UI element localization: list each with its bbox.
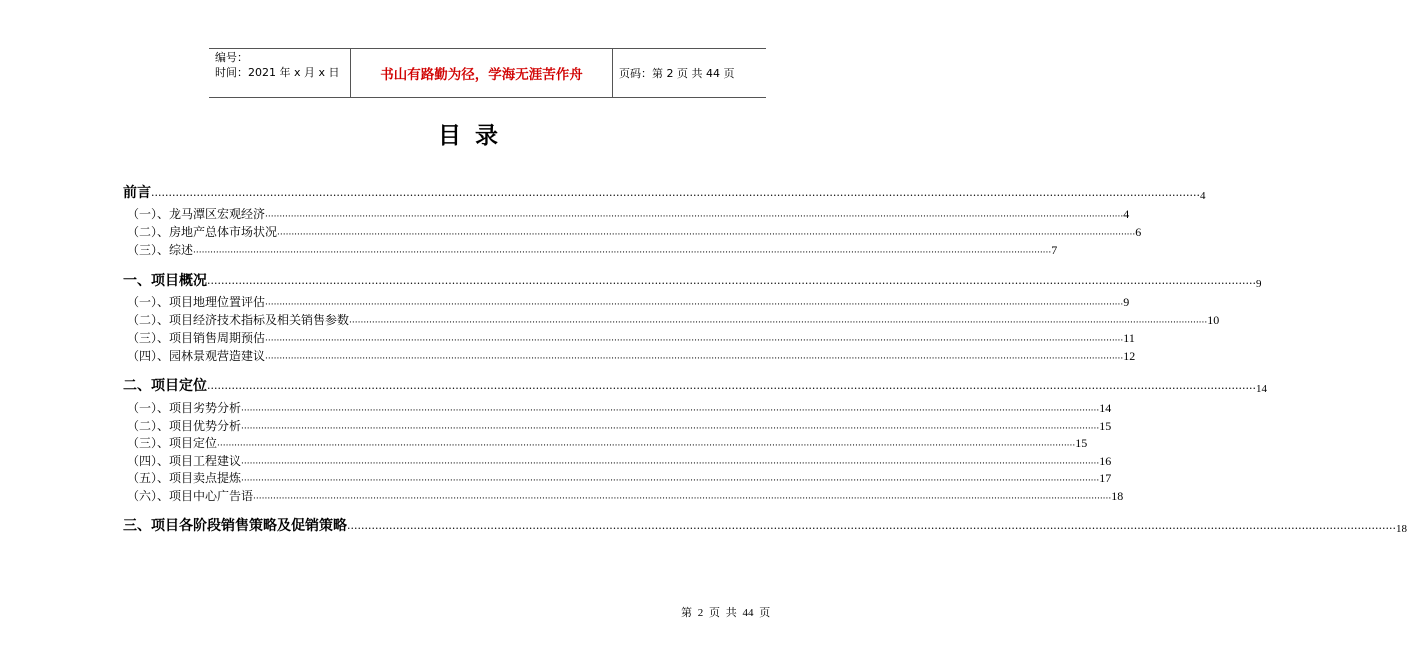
toc-entry[interactable]	[123, 515, 1407, 535]
toc-entry-page: 17	[1099, 471, 1112, 485]
toc-entry[interactable]	[127, 312, 1220, 328]
toc-dot-leader: ············································································································································································································································································································	[193, 248, 1052, 258]
page-footer: 第 2 页 共 44 页	[681, 607, 771, 619]
toc-entry-page: 18	[1395, 523, 1407, 535]
toc-entry-page: 4	[1123, 207, 1130, 221]
toc-entry-title: （一）、项目劣势分析	[127, 401, 242, 415]
toc-dot-leader: ············································································································································································································································································································	[241, 459, 1100, 469]
toc-dot-leader: ············································································································································································································································································································	[253, 494, 1112, 504]
toc-entry-title: （二）、项目优势分析	[127, 419, 242, 433]
header-time-label: 时间：2021 年 x 月 x 日	[215, 66, 340, 79]
toc-entry[interactable]	[127, 206, 1130, 222]
toc-entry[interactable]	[127, 242, 1058, 258]
toc-dot-leader: ············································································································································································································································································································	[265, 300, 1124, 310]
toc-dot-leader: ············································································································································································································································································································	[241, 476, 1100, 486]
toc-entry[interactable]	[127, 453, 1112, 469]
toc-entry-title: 一、项目概况	[123, 273, 207, 289]
toc-entry-title: （五）、项目卖点提炼	[127, 471, 242, 485]
toc-entry-page: 14	[1255, 383, 1267, 395]
toc-entry-title: （四）、园林景观营造建议	[127, 349, 266, 363]
header-page-info: 页码：第 2 页 共 44 页	[619, 67, 735, 80]
toc-dot-leader: ············································································································································································································································································································	[277, 230, 1136, 240]
toc-entry-page: 16	[1099, 454, 1112, 468]
toc-dot-leader: ············································································································································································································································································································	[265, 212, 1124, 222]
toc-dot-leader: ············································································································································································································································································································	[265, 354, 1124, 364]
toc-entry[interactable]	[127, 400, 1112, 416]
toc-entry-page: 6	[1135, 225, 1142, 239]
toc-entry-title: （二）、项目经济技术指标及相关销售参数	[127, 313, 350, 327]
toc-entry-title: （四）、项目工程建议	[127, 454, 242, 468]
page-title: 目录	[438, 123, 512, 149]
header-number-label: 编号：	[215, 51, 248, 64]
toc-entry-page: 11	[1123, 331, 1135, 345]
toc-entry-title: 二、项目定位	[123, 378, 207, 394]
toc-dot-leader: ············································································································································································································································································································	[349, 318, 1208, 328]
toc-entry-title: （一）、项目地理位置评估	[127, 295, 266, 309]
toc-dot-leader: ············································································································································································································································································································	[347, 522, 1396, 535]
toc-entry[interactable]	[127, 418, 1112, 434]
toc-entry-title: （六）、项目中心广告语	[127, 489, 254, 503]
header-motto: 书山有路勤为径，学海无涯苦作舟	[380, 67, 583, 83]
toc-entry-page: 7	[1051, 243, 1058, 257]
toc-entry-title: （二）、房地产总体市场状况	[127, 225, 278, 239]
toc-entry[interactable]	[127, 488, 1124, 504]
toc-entry-title: （三）、综述	[127, 243, 194, 257]
toc-entry-title: （三）、项目定位	[127, 436, 218, 450]
toc-dot-leader: ············································································································································································································································································································	[151, 189, 1200, 202]
toc-entry[interactable]	[127, 435, 1088, 451]
toc-entry-page: 14	[1099, 401, 1112, 415]
toc-entry-page: 15	[1099, 419, 1112, 433]
toc-entry[interactable]	[123, 182, 1206, 202]
toc-dot-leader: ············································································································································································································································································································	[207, 382, 1256, 395]
toc-entry-page: 12	[1123, 349, 1136, 363]
toc-entry-page: 10	[1207, 313, 1220, 327]
toc-entry-title: 前言	[123, 185, 151, 201]
toc-dot-leader: ············································································································································································································································································································	[217, 441, 1076, 451]
toc-entry-page: 15	[1075, 436, 1088, 450]
toc-entry-page: 9	[1255, 278, 1262, 290]
toc-entry-page: 4	[1199, 190, 1206, 202]
toc-entry-page: 18	[1111, 489, 1124, 503]
toc-dot-leader: ············································································································································································································································································································	[241, 406, 1100, 416]
toc-entry[interactable]	[127, 348, 1136, 364]
toc-entry-title: 三、项目各阶段销售策略及促销策略	[123, 518, 347, 534]
toc-dot-leader: ············································································································································································································································································································	[265, 336, 1124, 346]
toc-entry-title: （三）、项目销售周期预估	[127, 331, 266, 345]
toc-entry-title: （一）、龙马潭区宏观经济	[127, 207, 266, 221]
toc-entry-page: 9	[1123, 295, 1130, 309]
toc-entry[interactable]	[123, 375, 1267, 395]
toc-entry[interactable]	[127, 294, 1130, 310]
toc-entry[interactable]	[127, 470, 1112, 486]
toc-dot-leader: ············································································································································································································································································································	[241, 424, 1100, 434]
toc-entry[interactable]	[127, 224, 1142, 240]
toc-entry[interactable]	[123, 270, 1262, 290]
toc-entry[interactable]	[127, 330, 1135, 346]
toc-dot-leader: ············································································································································································································································································································	[207, 277, 1256, 290]
